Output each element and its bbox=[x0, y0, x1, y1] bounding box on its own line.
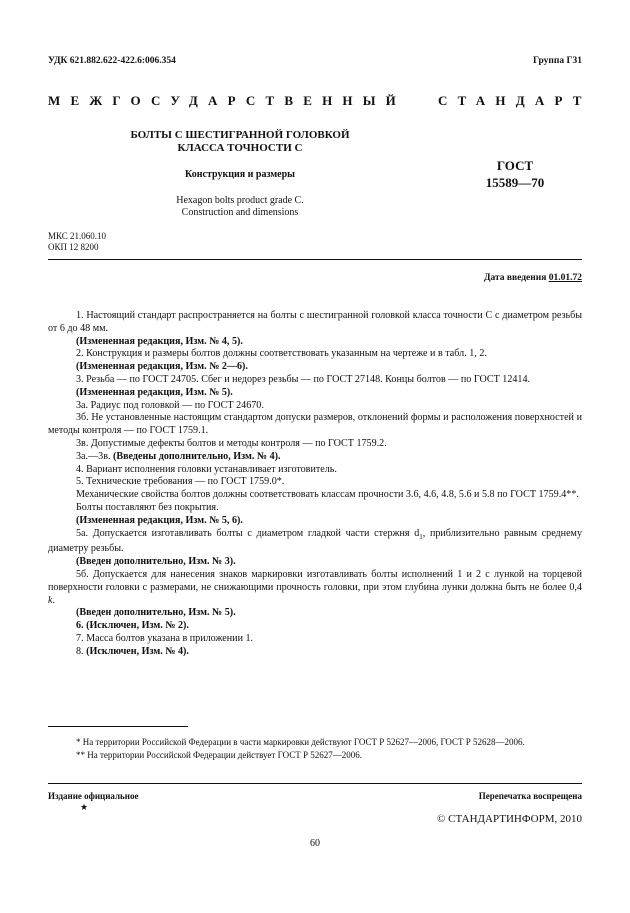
official-edition: Издание официальное bbox=[48, 791, 139, 801]
introduction-date-value: 01.01.72 bbox=[548, 273, 582, 283]
document-body bbox=[48, 310, 582, 659]
reprint-prohibited: Перепечатка воспрещена bbox=[478, 791, 582, 801]
paragraph-8 bbox=[48, 646, 582, 659]
gost-number: 15589—70 bbox=[485, 175, 545, 190]
paragraph-5a-start: 5а. Допускается изготавливать болты с диаметром гладкой части стержня d bbox=[76, 527, 420, 539]
paragraph-5a bbox=[48, 528, 582, 557]
paragraph-5a-subscript: 1 bbox=[419, 532, 423, 541]
paragraph-3v: 3в. Допустимые дефекты болтов и методы контроля — по ГОСТ 1759.2. bbox=[76, 437, 387, 449]
introduction-date bbox=[484, 273, 582, 283]
star-icon: ★ bbox=[80, 802, 89, 812]
title-line-2: КЛАССА ТОЧНОСТИ С bbox=[177, 142, 303, 154]
footnote-1: * На территории Российской Федерации в части маркировки действуют ГОСТ Р 52627—2006, ГОСТ Р 52628—2006. bbox=[76, 737, 525, 747]
paragraph-5-amendment: (Измененная редакция, Изм. № 5, 6). bbox=[76, 514, 243, 526]
okp-code: ОКП 12 8200 bbox=[48, 242, 99, 252]
title-line-1: БОЛТЫ С ШЕСТИГРАННОЙ ГОЛОВКОЙ bbox=[130, 129, 350, 141]
standard-type-right: СТАНДАРТ bbox=[438, 93, 592, 108]
paragraph-5b-end: . bbox=[52, 594, 56, 606]
footnote-divider bbox=[48, 726, 188, 727]
paragraph-2-amendment: (Измененная редакция, Изм. № 2—6). bbox=[76, 361, 248, 373]
gost-label: ГОСТ bbox=[496, 158, 534, 173]
paragraph-5-mechanical: Механические свойства болтов должны соответствовать классам прочности 3.6, 4.6, 4.8, 5.6 и 5.8 по ГОСТ 1759.4**. bbox=[76, 489, 579, 501]
paragraph-3b: 3б. Не установленные настоящим стандартом допуски размеров, отклонений формы и расположения поверхностей и методы контроля — по ГОСТ 1759.1. bbox=[48, 412, 582, 437]
paragraph-3a-3v-amendment bbox=[48, 451, 582, 464]
paragraph-1-amendment: (Измененная редакция, Изм. № 4, 5). bbox=[76, 335, 243, 347]
paragraph-5b bbox=[48, 569, 582, 607]
paragraph-8-note: (Исключен, Изм. № 4). bbox=[86, 645, 189, 657]
paragraph-2: 2. Конструкция и размеры болтов должны соответствовать указанным на чертеже и в табл. 1, 2. bbox=[76, 348, 487, 360]
paragraph-1: 1. Настоящий стандарт распространяется на болты с шестигранной головкой класса точности С с диаметром резьбы от 6 до 48 мм. bbox=[48, 310, 582, 334]
paragraph-3-amendment: (Измененная редакция, Изм. № 5). bbox=[76, 386, 233, 398]
udk-code: УДК 621.882.622-422.6:006.354 bbox=[48, 56, 176, 66]
paragraph-3a: 3а. Радиус под головкой — по ГОСТ 24670. bbox=[76, 399, 264, 411]
paragraph-5b-start: 5б. Допускается для нанесения знаков маркировки изготавливать болты исполнений 1 и 2 с лункой на торцевой поверхности головки с размерами, не снижающими прочность головки, при этом глубина лунки должна быть не более 0,4 bbox=[48, 568, 582, 593]
paragraph-7: 7. Масса болтов указана в приложении 1. bbox=[76, 632, 254, 644]
paragraph-6: 6. (Исключен, Изм. № 2). bbox=[76, 620, 189, 632]
page-number: 60 bbox=[310, 838, 320, 849]
paragraph-4: 4. Вариант исполнения головки устанавливает изготовитель. bbox=[76, 463, 337, 475]
standard-type-left: МЕЖГОСУДАРСТВЕННЫЙ bbox=[48, 93, 406, 108]
paragraph-5a-amendment: (Введен дополнительно, Изм. № 3). bbox=[76, 556, 236, 568]
footnotes bbox=[48, 736, 582, 761]
english-title-line-2: Construction and dimensions bbox=[181, 207, 299, 218]
paragraph-3a-3v-note: (Введены дополнительно, Изм. № 4). bbox=[113, 450, 281, 462]
footer-divider bbox=[48, 783, 582, 784]
paragraph-5b-k: k bbox=[48, 594, 53, 606]
copyright: © СТАНДАРТИНФОРМ, 2010 bbox=[437, 813, 582, 825]
footnote-2: ** На территории Российской Федерации действует ГОСТ Р 52627—2006. bbox=[76, 749, 362, 760]
subtitle: Конструкция и размеры bbox=[185, 169, 295, 180]
mks-code: МКС 21.060.10 bbox=[48, 231, 107, 241]
paragraph-5b-amendment: (Введен дополнительно, Изм. № 5). bbox=[76, 607, 236, 619]
paragraph-8-prefix: 8. bbox=[76, 645, 84, 657]
paragraph-3a-3v-prefix: 3а.—3в. bbox=[76, 450, 111, 462]
paragraph-5a-end: , приблизительно равным среднему диаметру резьбы. bbox=[48, 527, 582, 555]
paragraph-3: 3. Резьба — по ГОСТ 24705. Сбег и недорез резьбы — по ГОСТ 27148. Концы болтов — по ГОСТ 12414. bbox=[76, 373, 531, 385]
group-code: Группа Г31 bbox=[533, 56, 582, 66]
english-title-line-1: Hexagon bolts product grade C. bbox=[176, 195, 304, 206]
introduction-date-label: Дата введения bbox=[483, 273, 547, 283]
paragraph-5-coating: Болты поставляют без покрытия. bbox=[76, 501, 219, 513]
header-divider bbox=[48, 259, 582, 260]
paragraph-5: 5. Технические требования — по ГОСТ 1759.0*. bbox=[76, 476, 285, 488]
